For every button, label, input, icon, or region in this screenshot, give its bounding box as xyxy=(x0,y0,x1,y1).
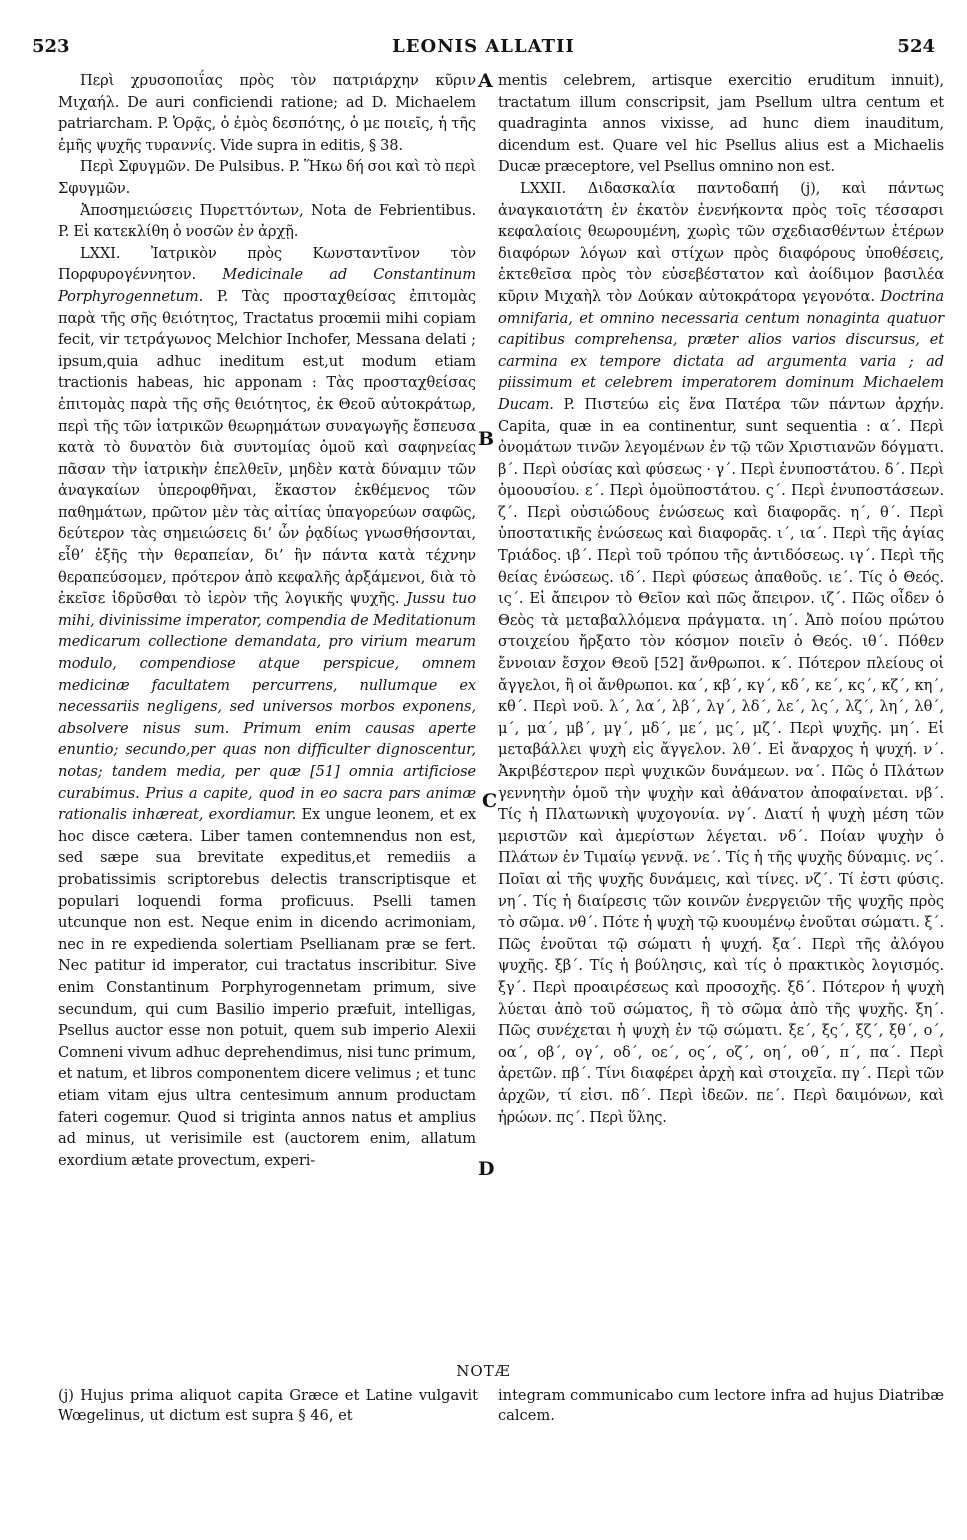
left-paragraph-4 xyxy=(58,243,476,1172)
lxxi-latin-title: Medicinale ad Constantinum Porphyrogennetum. xyxy=(58,266,476,305)
footnote-left: (j) Hujus prima aliquot capita Græce et Latine vulgavit Wœgelinus, ut dictum est supra § 46, et xyxy=(58,1387,478,1424)
lxxi-intro: LXXI. Ἰατρικὸν πρὸς Κωνσταντῖνον τὸν Πορφυρογέννητον. xyxy=(58,244,476,284)
lxxi-text: P. Τὰς προσταχθείσας ἐπιτομὰς παρὰ τῆς σῆς θειότητος, Tractatus proœmii mihi copiam fecit, vir τετράγωνος Melchior Inchofer, Messana delati ; ipsum,quia adhuc ineditum est,ut modum etiam tractionis habeas, hic apponam : Τὰς προσταχθείσας ἐπιτομὰς παρὰ τῆς σῆς θειότητος, ἐκ Θεοῦ αὐτοκράτωρ, περὶ τῆς τῶν ἰατρικῶν θεωρημάτων συναγωγῆς ἔσπευσα κατὰ τὸ δυνατὸν διὰ συντομίας ὁμοῦ καὶ σαφηνείας πᾶσαν τὴν ἰατρικὴν ἐπελθεῖν, μηδὲν κατὰ δύναμιν τῶν ἀναγκαίων ὑπεροφθῆναι, ἕκαστον ἐκθέμενος τῶν παθημάτων, πρῶτον μὲν τὰς αἰτίας ὑπαγορεύων σαφῶς, δεύτερον τὰς σημειώσεις δι’ ὧν ῥᾳδίως γνωσθήσονται, εἶθ’ ἑξῆς τὴν θεραπείαν, δι’ ἣν πάντα κατὰ τέχνην θεραπεύσομεν, πρότερον ἀπὸ κεφαλῆς ἀρξάμενοι, διὰ τὸ ἐκεῖσε ἱδρῦσθαι τὸ ἱερὸν τῆς λογικῆς ψυχῆς. xyxy=(58,287,476,608)
running-header xyxy=(30,36,937,62)
right-paragraph-2 xyxy=(498,178,944,1128)
lxxi-commentary: Ex ungue leonem, et ex hoc disce cætera. Liber tamen contemnendus non est, sed sæpe sua brevitate expeditus,et remediis a probatissimis scriptorebus delectis transcriptisque et populari loquendi forma proficuus. Pselli tamen utcunque non est. Neque enim in dicendo acrimoniam, nec in re expedienda solertiam Psellianam præ se fert. Nec patitur id imperator, cui tractatus inscribitur. Sive enim Constantinum Porphyrogennetam primum, sive secundum, qui cum Basilio imperio præfuit, intelligas, Psellus auctor esse non potuit, quem sub imperio Alexii Comneni vivum adhuc deprehendimus, nisi tunc primum, et natum, et libros componentem dicere velimus ; et tunc etiam vitam ejus ultra centesimum annum productam fateri cogemur. Quod si triginta annos natus et amplius ad minus, ut verisimile est (auctorem enim, allatum exordium ætate provectum, experi- xyxy=(58,806,476,1169)
right-page-number: 524 xyxy=(897,36,935,57)
margin-mark-b: B xyxy=(478,428,495,450)
right-column xyxy=(498,70,944,1128)
margin-mark-c: C xyxy=(482,790,498,812)
lxxii-text: LXXII. Διδασκαλία παντοδαπή (j), καὶ πάντως ἀναγκαιοτάτη ἐν ἑκατὸν ἐνενήκοντα πρὸς τοῖς τέσσαρσι κεφαλαίοις θεωρουμένη, χωρὶς τῶν σχεδιασθέντων ἑτέρων διαφόρων λόγων καὶ στίχων πρὸς διαφόρους ὑποθέσεις, ἐκτεθεῖσα πρὸς τὸν εὐσεβέστατον καὶ ἀοίδιμον βασιλέα κῦριν Μιχαὴλ τὸν Δούκαν αὐτοκράτορα γεγονότα. xyxy=(498,179,944,305)
margin-mark-d: D xyxy=(478,1158,495,1180)
lxxii-chapter-list: P. Πιστεύω εἰς ἕνα Πατέρα τῶν πάντων ἀρχήν. Capita, quæ in ea continentur, sunt sequentia : α΄. Περὶ ὀνομάτων τινῶν λεγομένων ἐν τῷ τῶν Χριστιανῶν δόγματι. β΄. Περὶ οὐσίας καὶ φύσεως · γ΄. Περὶ ἐνυποστάτου. δ΄. Περὶ ὁμοουσίου. ε΄. Περὶ ὁμοϋποστάτου. ς΄. Περὶ ἐνυποστάσεων. ζ΄. Περὶ οὐσιώδους ἑνώσεως καὶ διαφορᾶς. η΄, θ΄. Περὶ ὑποστατικῆς ἑνώσεως καὶ διαφορᾶς. ι΄, ια΄. Περὶ τῆς ἁγίας Τριάδος. ιβ΄. Περὶ τοῦ τρόπου τῆς ἀντιδόσεως. ιγ΄. Περὶ τῆς θείας ἑνώσεως. ιδ΄. Περὶ φύσεως ἀπαθοῦς. ιε΄. Τίς ὁ Θεός. ις΄. Εἰ ἄπειρον τὸ Θεῖον καὶ πῶς ἄπειρον. ιζ΄. Πῶς οἶδεν ὁ Θεὸς τὰ μεταβαλλόμενα πράγματα. ιη΄. Ἀπὸ ποίου πρώτου στοιχείου ἤρξατο τὸν κόσμον ποιεῖν ὁ Θεός. ιθ΄. Πόθεν ἔννοιαν ἔσχον Θεοῦ [52] ἄνθρωποι. κ΄. Πότερον πλείους οἱ ἄγγελοι, ἢ οἱ ἄνθρωποι. κα΄, κβ΄, κγ΄, κδ΄, κε΄, κς΄, κζ΄, κη΄, κθ΄. Περὶ νοῦ. λ΄, λα΄, λβ΄, λγ΄, λδ΄, λε΄, λς΄, λζ΄, λη΄, λθ΄, μ΄, μα΄, μβ΄, μγ΄, μδ΄, με΄, μς΄, μζ΄. Περὶ ψυχῆς. μη΄. Εἰ μεταβάλλει ψυχὴ εἰς ἄγγελον. λθ΄. Εἰ ἄναρχος ἡ ψυχή. ν΄. Ἀκριβέστερον περὶ ψυχικῶν δυνάμεων. να΄. Πῶς ὁ Πλάτων γεννητὴν ὁμοῦ τὴν ψυχὴν καὶ ἀθάνατον ἀποφαίνεται. νβ΄. Τίς ἡ Πλατωνικὴ ψυχογονία. νγ΄. Διατί ἡ ψυχὴ μέση τῶν μεριστῶν καὶ ἀμερίστων λέγεται. νδ΄. Ποίαν ψυχὴν ὁ Πλάτων ἐν Τιμαίῳ γεννᾷ. νε΄. Τίς ἡ τῆς ψυχῆς δύναμις. νς΄. Ποῖαι αἱ τῆς ψυχῆς δυνάμεις, καὶ τίνες. νζ΄. Τί ἐστι φύσις. νη΄. Τίς ἡ διαίρεσις τῶν κοινῶν ἐνεργειῶν τῆς ψυχῆς πρὸς τὸ σῶμα. νθ΄. Πότε ἡ ψυχὴ τῷ κυουμένῳ ἐνοῦται σώματι. ξ΄. Πῶς ἑνοῦται τῷ σώματι ἡ ψυχή. ξα΄. Περὶ τῆς ἀλόγου ψυχῆς. ξβ΄. Τίς ἡ βούλησις, καὶ τίς ὁ πρακτικὸς λογισμός. ξγ΄. Περὶ προαιρέσεως καὶ προσοχῆς. ξδ΄. Πότερον ἡ ψυχὴ λύεται ἀπὸ τοῦ σώματος, ἢ τὸ σῶμα ἀπὸ τῆς ψυχῆς. ξη΄. Πῶς συνέχεται ἡ ψυχὴ ἐν τῷ σώματι. ξε΄, ξς΄, ξζ΄, ξθ΄, ο΄, οα΄, οβ΄, ογ΄, οδ΄, οε΄, ος΄, οζ΄, οη΄, οθ΄, π΄, πα΄. Περὶ ἀρετῶν. πβ΄. Τίνι διαφέρει ἀρχὴ καὶ στοιχεῖα. πγ΄. Περὶ τῶν ἀρχῶν, τί εἰσι. πδ΄. Περὶ ἰδεῶν. πε΄. Περὶ δαιμόνων, καὶ ἡρώων. πς΄. Περὶ ὕλης. xyxy=(498,395,944,1126)
footnote-right: integram communicabo cum lectore infra ad hujus Diatribæ calcem. xyxy=(498,1387,944,1424)
margin-mark-a: A xyxy=(478,70,493,92)
left-paragraph-1: Περὶ χρυσοποιΐας πρὸς τὸν πατριάρχην κῦριν Μιχαήλ. De auri conficiendi ratione; ad D. Michaelem patriarcham. P. Ὁρᾷς, ὁ ἐμὸς δεσπότης, ὁ με ποιεῖς, ἡ τῆς ἐμῆς ψυχῆς τυραννίς. Vide supra in editis, § 38. xyxy=(58,72,476,154)
running-title: LEONIS ALLATII xyxy=(392,36,575,57)
right-paragraph-1: mentis celebrem, artisque exercitio eruditum innuit), tractatum illum conscripsit, jam Psellum ultra centum et quadraginta annos vixisse, ad hunc diem inauditum, dicendum est. Quare vel hic Psellus alius est a Michaelis Ducæ præceptore, vel Psellus omnino non est. xyxy=(498,72,944,176)
notes-heading: NOTÆ xyxy=(456,1362,511,1380)
left-page-number: 523 xyxy=(32,36,70,57)
lxxii-latin-title: Doctrina omnifaria, et omnino necessaria centum nonaginta quatuor capitibus comprehensa, præter alios varios discursus, et carmina ex tempore dictata ad argumenta varia ; ad piissimum et celebrem imperatorem dominum Michaelem Ducam. xyxy=(498,287,944,413)
left-paragraph-2: Περὶ Σφυγμῶν. De Pulsibus. P. Ἥκω δή σοι καὶ τὸ περὶ Σφυγμῶν. xyxy=(58,158,476,197)
left-paragraph-3: Ἀποσημειώσεις Πυρεττόντων, Nota de Febrientibus. P. Εἰ κατεκλίθη ὁ νοσῶν ἐν ἀρχῇ. xyxy=(58,201,476,241)
lxxi-latin-translation: Jussu tuo mihi, divinissime imperator, compendia de Meditationum medicarum collectione demandata, pro virium mearum modulo, compendiose atque perspicue, omnem medicinæ facultatem percurrens, nullumque ex necessariis negligens, sed universos morbos exponens, absolvere nisus sum. Primum enim causas aperte enuntio; secundo,per quas non difficulter dignoscentur, notas; tandem media, per quæ [51] omnia artificiose curabimus. Prius a capite, quod in eo sacra pars animæ rationalis inhæreat, exordiamur. xyxy=(58,590,477,824)
left-column xyxy=(58,70,476,1171)
